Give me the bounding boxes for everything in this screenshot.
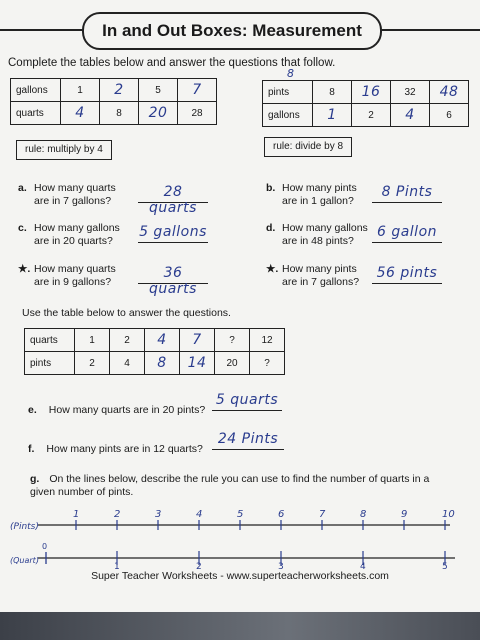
table-row [25,352,285,375]
question-text-1: How many gallons [282,222,368,234]
question-text-2: are in 7 gallons? [34,195,112,207]
answer-field[interactable]: 5 gallons [138,224,208,243]
table-cell[interactable]: 2 [100,79,139,102]
table-row [25,329,285,352]
question-text-2: are in 1 gallon? [282,195,354,207]
rule-multiply: rule: multiply by 4 [16,140,112,160]
table-cell[interactable]: 20 [139,102,178,125]
rule-divide: rule: divide by 8 [264,137,352,157]
question-e-label: e. [28,404,37,416]
question-label: d. [266,222,276,234]
table-cell: 2 [352,104,391,127]
table-cell: 1 [61,79,100,102]
pints-gallons-table [262,80,469,127]
question-e-text: How many quarts are in 20 pints? [48,404,206,416]
answer-field[interactable]: 28 quarts [138,184,208,203]
pints-tick-label: 4 [196,509,203,520]
pints-tick-label: 10 [442,509,455,520]
answer-field[interactable]: 36 quarts [138,265,208,284]
quarts-tick-label: 1 [114,562,120,570]
table-cell: 12 [250,329,285,352]
question-label: c. [18,222,27,234]
table-cell[interactable]: 14 [180,352,215,375]
question-text-2: are in 20 quarts? [34,235,113,247]
quarts-axis-label: (Quart) [10,556,39,565]
table-cell: 4 [110,352,145,375]
question-label: b. [266,182,276,194]
pints-tick-label: 3 [155,509,162,520]
row-header: pints [263,81,313,104]
question [18,263,144,289]
table-cell[interactable]: 7 [180,329,215,352]
table-row [11,79,217,102]
footer: Super Teacher Worksheets - www.superteacherworksheets.com [91,570,389,582]
table-cell[interactable]: 4 [61,102,100,125]
question-text-2: are in 48 pints? [282,235,354,247]
pints-tick-label: 5 [237,509,244,520]
pints-tick-label: 2 [114,509,121,520]
question-f-text: How many pints are in 12 quarts? [46,443,203,455]
question-f-label: f. [28,443,35,455]
question-g-text: On the lines below, describe the rule you can use to find the number of quarts in a given number of pints. [30,473,430,498]
table-cell: 28 [178,102,217,125]
table-row [263,81,469,104]
table-cell: 6 [430,104,469,127]
pints-tick-label: 8 [360,509,367,520]
instructions: Complete the tables below and answer the questions that follow. [8,57,336,69]
quarts-tick-label: 4 [360,562,366,570]
question-text-1: How many pints [282,263,357,275]
title-box [82,12,382,50]
table-cell: 32 [391,81,430,104]
table-cell: ? [250,352,285,375]
answer-field[interactable]: 56 pints [372,265,442,284]
question [18,222,144,248]
use-table-instruction: Use the table below to answer the questions. [22,307,231,319]
quarts-pints-table [24,328,285,375]
quarts-tick-label: 2 [196,562,202,570]
question-text-1: How many quarts [34,182,116,194]
table-cell[interactable]: 4 [145,329,180,352]
table-row [263,104,469,127]
table-cell[interactable]: 8 [145,352,180,375]
table-cell: 5 [139,79,178,102]
question-f [28,443,203,455]
table-cell: 8 [313,81,352,104]
question [18,182,144,208]
table-cell[interactable]: 48 [430,81,469,104]
question-text-2: are in 7 gallons? [282,276,360,288]
question-text-1: How many gallons [34,222,120,234]
question-label: ★. [266,263,279,275]
answer-e[interactable]: 5 quarts [212,392,282,411]
table-cell: 8 [100,102,139,125]
table-cell[interactable]: 4 [391,104,430,127]
table-cell: 2 [75,352,110,375]
table-cell[interactable]: 16 [352,81,391,104]
question-text-1: How many pints [282,182,357,194]
answer-f[interactable]: 24 Pints [212,431,284,450]
row-header: quarts [11,102,61,125]
pints-tick-label: 1 [73,509,80,520]
question-g-label: g. [30,473,40,485]
row-header: quarts [25,329,75,352]
table-row [11,102,217,125]
question-label: a. [18,182,27,194]
row-header: gallons [263,104,313,127]
table-cell: 1 [75,329,110,352]
pints-ticks [73,509,455,530]
answer-field[interactable]: 8 Pints [372,184,442,203]
table-cell[interactable]: 1 [313,104,352,127]
table-cell[interactable]: 7 [178,79,217,102]
gallons-quarts-table [10,78,217,125]
question-text-2: are in 9 gallons? [34,276,112,288]
table-cell: ? [215,329,250,352]
table-cell: 2 [110,329,145,352]
quarts-tick-label: 3 [278,562,284,570]
quarts-ticks [114,551,448,570]
table-cell: 20 [215,352,250,375]
quarts-tick-label: 5 [442,562,448,570]
zero-label: 0 [42,542,48,551]
question-e [28,404,205,416]
pints-tick-label: 6 [278,509,285,520]
page-title: In and Out Boxes: Measurement [102,21,362,40]
row-header: pints [25,352,75,375]
number-line-drawing [10,505,470,570]
question-label: ★. [18,263,31,275]
pints-tick-label: 7 [319,509,326,520]
answer-field[interactable]: 6 gallon [372,224,442,243]
question-g [30,473,430,499]
pints-axis-label: (Pints) [10,522,39,532]
pints-tick-label: 9 [401,509,408,520]
row-header: gallons [11,79,61,102]
table2-note: 8 [287,67,295,80]
question-text-1: How many quarts [34,263,116,275]
